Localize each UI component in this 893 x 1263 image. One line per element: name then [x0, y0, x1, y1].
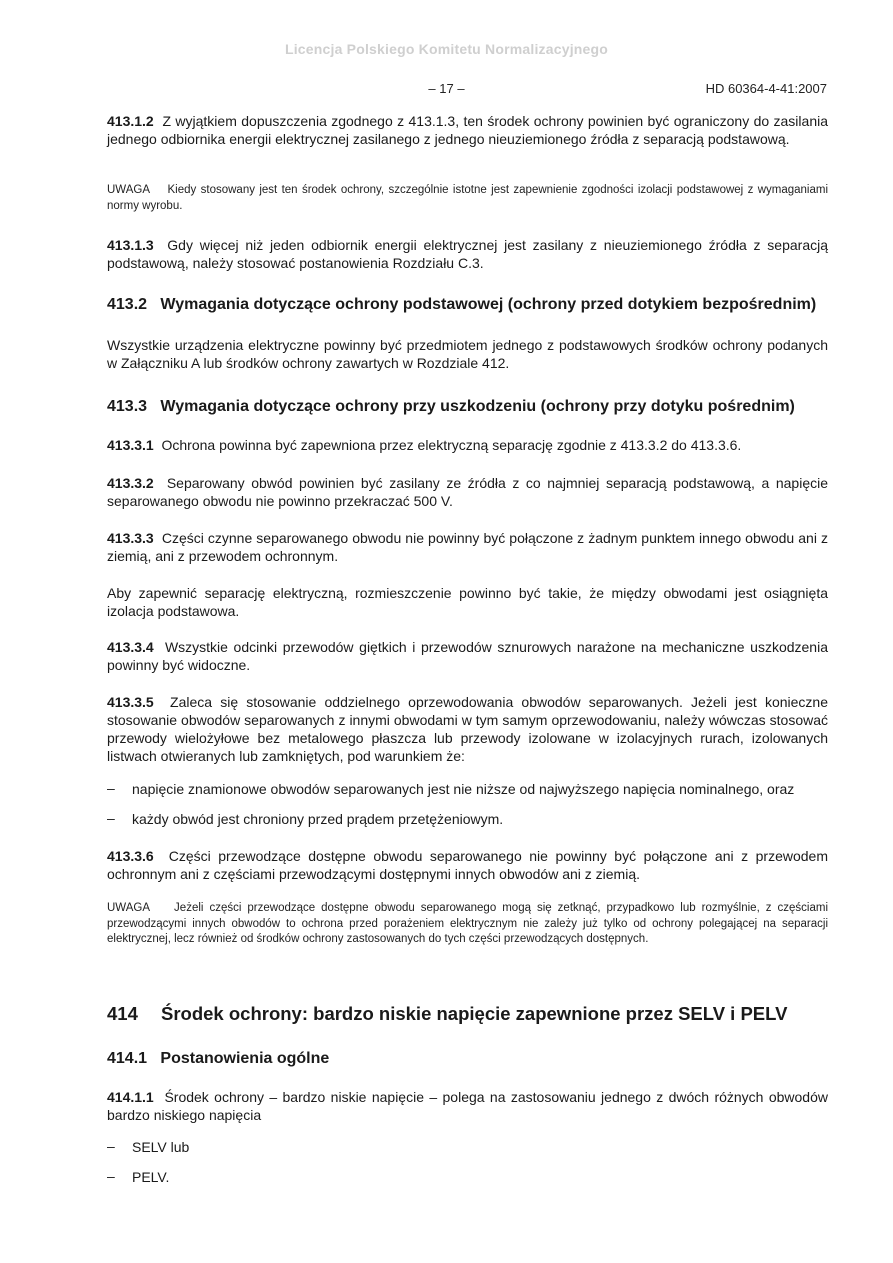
heading-title: Wymagania dotyczące ochrony przy uszkodzeniu (ochrony przy dotyku pośrednim): [160, 398, 795, 415]
heading-414: [107, 1003, 787, 1025]
clause-text: Środek ochrony – bardzo niskie napięcie – polega na zastosowaniu jednego z dwóch różnych obwodów bardzo niskiego napięcia: [107, 1089, 828, 1123]
clause-text: Ochrona powinna być zapewniona przez elektryczną separację zgodnie z 413.3.2 do 413.3.6.: [161, 437, 742, 453]
clause-413-3-2: [107, 474, 828, 510]
heading-title: Postanowienia ogólne: [160, 1050, 330, 1067]
list-item: SELV lub: [132, 1139, 190, 1155]
note-2: [107, 901, 828, 948]
note-text: Jeżeli części przewodzące dostępne obwodu separowanego mogą się zetknąć, przypadkowo lub rozmyślnie, z częściami przewodzącymi innych obwodów to ochrona przed porażeniem elektrycznym nie zależy już tylko od ochrony polegającej na separacji elektrycznej, lecz również od środków ochrony zastosowanych do tych części przewodzących dostępnych.: [107, 902, 829, 945]
clause-text: Gdy więcej niż jeden odbiornik energii elektrycznej jest zasilany z nieuziemionego źródła z separacją podstawową, należy stosować postanowienia Rozdziału C.3.: [107, 237, 829, 271]
heading-title: Środek ochrony: bardzo niskie napięcie zapewnione przez SELV i PELV: [161, 1003, 788, 1024]
list-dash: –: [107, 810, 115, 826]
list-item: napięcie znamionowe obwodów separowanych jest nie niższe od najwyższego napięcia nominalnego, oraz: [132, 781, 795, 797]
clause-413-3-4: [107, 638, 828, 674]
page-number: – 17 –: [428, 81, 465, 96]
clause-number: 413.1.2: [107, 113, 154, 129]
heading-number: 413.2: [107, 296, 148, 313]
paragraph-413-3-3-continued: Aby zapewnić separację elektryczną, rozmieszczenie powinno być takie, że między obwodami jest osiągnięta izolacja podstawowa.: [107, 585, 828, 619]
heading-number: 414: [107, 1003, 138, 1024]
note-text: Kiedy stosowany jest ten środek ochrony, szczególnie istotne jest zapewnienie zgodności izolacji podstawowej z wymaganiami normy wyrobu.: [107, 184, 828, 212]
note-label: UWAGA: [107, 184, 151, 196]
list-dash: –: [107, 1168, 115, 1184]
paragraph-413-2: Wszystkie urządzenia elektryczne powinny być przedmiotem jednego z podstawowych środków ochrony podanych w Załączniku A lub środków ochrony zawartych w Rozdziale 412.: [107, 337, 828, 371]
clause-413-3-1: [107, 436, 828, 454]
list-item: PELV.: [132, 1169, 170, 1185]
list-item: każdy obwód jest chroniony przed prądem przetężeniowym.: [132, 811, 504, 827]
clause-text: Części czynne separowanego obwodu nie powinny być połączone z żadnym punktem innego obwodu ani z ziemią, ani z przewodem ochronnym.: [107, 530, 828, 564]
clause-text: Zaleca się stosowanie oddzielnego oprzewodowania obwodów separowanych. Jeżeli jest konieczne stosowanie obwodów separowanych z innymi obwodami w tym samym oprzewodowaniu, należy wówczas stosować przewody wielożyłowe bez metalowego płaszcza lub przewody izolowane w izolacyjnych rurach, izolowanych listwach otwieranych lub zamkniętych, pod warunkiem że:: [107, 694, 828, 764]
note-label: UWAGA: [107, 902, 151, 914]
clause-number: 414.1.1: [107, 1089, 154, 1105]
heading-title: Wymagania dotyczące ochrony podstawowej (ochrony przed dotykiem bezpośrednim): [160, 296, 817, 313]
heading-number: 414.1: [107, 1050, 148, 1067]
clause-text: Z wyjątkiem dopuszczenia zgodnego z 413.1.3, ten środek ochrony powinien być ograniczony do zasilania jednego odbiornika energii elektrycznej zasilanego z jednego nieuziemionego źródła z separacją podstawową.: [107, 113, 828, 147]
clause-number: 413.3.4: [107, 639, 154, 655]
note-1: [107, 183, 828, 214]
clause-number: 413.1.3: [107, 237, 154, 253]
heading-413-3: [107, 398, 795, 416]
heading-413-2: [107, 296, 816, 314]
clause-number: 413.3.5: [107, 694, 154, 710]
standard-reference: HD 60364-4-41:2007: [705, 81, 827, 96]
clause-text: Separowany obwód powinien być zasilany ze źródła z co najmniej separacją podstawową, a napięcie separowanego obwodu nie powinno przekraczać 500 V.: [107, 475, 828, 509]
clause-413-3-5: [107, 693, 828, 765]
clause-413-1-3: [107, 236, 828, 272]
clause-number: 413.3.3: [107, 530, 154, 546]
clause-414-1-1: [107, 1088, 828, 1124]
heading-number: 413.3: [107, 398, 148, 415]
clause-413-3-3: [107, 529, 828, 565]
heading-414-1: [107, 1050, 329, 1068]
watermark: Licencja Polskiego Komitetu Normalizacyjnego: [284, 41, 609, 57]
clause-number: 413.3.1: [107, 437, 154, 453]
list-dash: –: [107, 1138, 115, 1154]
clause-number: 413.3.2: [107, 475, 154, 491]
clause-text: Części przewodzące dostępne obwodu separowanego nie powinny być połączone ani z przewodem ochronnym ani z częściami przewodzącymi dostępnymi innych obwodów ani z ziemią.: [107, 848, 828, 882]
list-dash: –: [107, 780, 115, 796]
clause-text: Wszystkie odcinki przewodów giętkich i przewodów sznurowych narażone na mechaniczne uszkodzenia powinny być widoczne.: [107, 639, 828, 673]
clause-number: 413.3.6: [107, 848, 154, 864]
clause-413-3-6: [107, 847, 828, 883]
clause-413-1-2: [107, 112, 828, 148]
